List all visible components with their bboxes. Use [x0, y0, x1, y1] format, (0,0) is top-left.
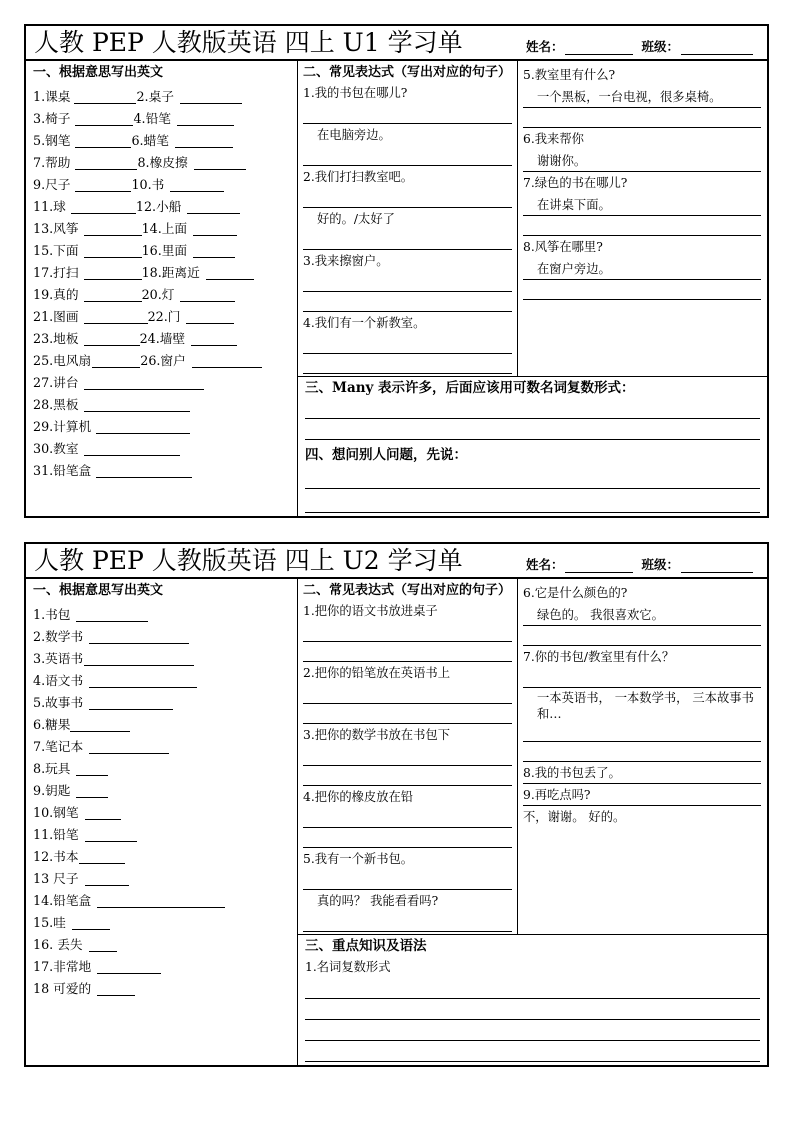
vocab-blank[interactable]	[76, 608, 148, 622]
vocab-blank[interactable]	[85, 828, 137, 842]
vocab-label: 28.黑板	[33, 397, 79, 412]
vocab-row	[33, 666, 293, 688]
vocab-label: 25.电风扇	[33, 353, 92, 368]
u1-section2	[298, 61, 518, 376]
u2-class-input[interactable]	[681, 560, 753, 573]
u1-name-input[interactable]	[565, 42, 633, 55]
expression-question: 5.教室里有什么?	[523, 68, 616, 82]
vocab-row	[33, 170, 293, 192]
expression-question: 3.把你的数学书放在书包下	[303, 728, 450, 742]
u2-student-fields	[526, 555, 761, 576]
expression-question: 1.我的书包在哪儿?	[303, 86, 408, 100]
vocab-label: 13.风筝	[33, 221, 79, 236]
vocab-label: 14.上面	[141, 221, 188, 236]
vocab-blank[interactable]	[70, 718, 130, 732]
u2-title-row	[26, 544, 767, 579]
answer-ruled-line[interactable]	[303, 870, 512, 890]
u2-section2-right	[518, 579, 767, 934]
vocab-label: 1.课桌	[33, 89, 71, 104]
vocab-row	[33, 302, 293, 324]
expression-question: 2.把你的铅笔放在英语书上	[303, 666, 450, 680]
vocab-row	[33, 798, 293, 820]
u2-section3	[298, 934, 767, 1065]
vocab-label: 17.非常地	[33, 959, 92, 974]
vocab-row	[33, 776, 293, 798]
vocab-blank[interactable]	[194, 156, 246, 170]
vocab-row	[33, 390, 293, 412]
u1-page-title: 人教 PEP 人教版英语 四上 U1 学习单	[34, 28, 463, 57]
vocab-label: 11.球	[33, 199, 66, 214]
vocab-blank[interactable]	[180, 288, 235, 302]
expression-question: 3.我来擦窗户。	[303, 254, 389, 268]
vocab-blank[interactable]	[84, 310, 148, 324]
answer-ruled-line[interactable]	[523, 742, 761, 762]
vocab-blank[interactable]	[84, 266, 142, 280]
answer-ruled-line[interactable]	[523, 216, 761, 236]
u1-section4-heading: 四、想问别人问题，先说：	[305, 447, 467, 463]
expression-answer: 绿色的。 我很喜欢它。	[523, 604, 761, 626]
expression-question: 8.我的书包丢了。	[523, 762, 761, 784]
vocab-blank[interactable]	[97, 982, 135, 996]
vocab-row	[33, 952, 293, 974]
answer-ruled-line[interactable]	[523, 280, 761, 300]
u2-section3-item1: 1.名词复数形式	[305, 960, 391, 974]
expression-question: 7.你的书包/教室里有什么？	[523, 650, 675, 664]
vocab-label: 13 尺子	[33, 871, 79, 886]
vocab-row	[33, 346, 293, 368]
vocab-label: 27.讲台	[33, 375, 79, 390]
vocab-blank[interactable]	[75, 178, 131, 192]
vocab-blank[interactable]	[79, 850, 125, 864]
vocab-label: 9.尺子	[33, 177, 71, 192]
vocab-blank[interactable]	[180, 90, 242, 104]
expression-question: 9.再吃点吗?	[523, 784, 761, 806]
answer-ruled-line[interactable]	[303, 622, 512, 642]
vocab-label: 24.墙壁	[139, 331, 186, 346]
answer-ruled-line[interactable]	[303, 354, 512, 374]
expression-answer: 在讲桌下面。	[523, 194, 761, 216]
expression-answer: 在电脑旁边。	[317, 128, 391, 142]
u1-columns	[26, 61, 767, 516]
vocab-blank[interactable]	[206, 266, 254, 280]
vocab-label: 5.钢笔	[33, 133, 71, 148]
u2-section2-heading: 二、常见表达式（写出对应的句子）	[303, 583, 512, 598]
answer-ruled-line[interactable]	[523, 668, 761, 688]
vocab-blank[interactable]	[97, 894, 225, 908]
answer-ruled-line[interactable]	[303, 912, 512, 932]
u1-section1	[26, 61, 298, 516]
answer-ruled-line[interactable]	[523, 722, 761, 742]
vocab-row	[33, 732, 293, 754]
vocab-blank[interactable]	[84, 376, 204, 390]
vocab-blank[interactable]	[187, 200, 240, 214]
vocab-blank[interactable]	[84, 652, 194, 666]
answer-ruled-line[interactable]	[303, 272, 512, 292]
vocab-label: 10.书	[131, 177, 165, 192]
vocab-blank[interactable]	[193, 244, 235, 258]
vocab-label: 30.教室	[33, 441, 79, 456]
vocab-label: 12.小船	[135, 199, 182, 214]
expression-answer: 好的。/太好了	[317, 212, 395, 226]
vocab-label: 4.语文书	[33, 673, 84, 688]
vocab-row	[33, 710, 293, 732]
vocab-row	[33, 622, 293, 644]
vocab-label: 8.玩具	[33, 761, 71, 776]
vocab-row	[33, 82, 293, 104]
vocab-blank[interactable]	[75, 112, 133, 126]
vocab-row	[33, 104, 293, 126]
vocab-blank[interactable]	[177, 112, 234, 126]
u2-name-input[interactable]	[565, 560, 633, 573]
u2-class-label: 班级：	[641, 557, 679, 572]
vocab-row	[33, 280, 293, 302]
expression-answer: 不，谢谢。 好的。	[523, 810, 626, 824]
u2-section3-heading: 三、重点知识及语法	[305, 938, 427, 954]
vocab-blank[interactable]	[89, 630, 189, 644]
answer-ruled-line[interactable]	[305, 999, 760, 1020]
u1-class-input[interactable]	[681, 42, 753, 55]
expression-answer: 真的吗？ 我能看看吗?	[317, 894, 439, 908]
vocab-label: 15.哇	[33, 915, 66, 930]
vocab-blank[interactable]	[75, 134, 131, 148]
vocab-label: 10.钢笔	[33, 805, 79, 820]
vocab-label: 6.蜡笔	[131, 133, 169, 148]
vocab-row	[33, 600, 293, 622]
expression-answer: 一本英语书， 一本数学书， 三本故事书 和…	[537, 691, 754, 721]
expression-question: 8.风筝在哪里?	[523, 240, 603, 254]
answer-ruled-line[interactable]	[305, 465, 760, 489]
vocab-blank[interactable]	[76, 762, 108, 776]
expression-answer: 一个黑板，一台电视，很多桌椅。	[523, 86, 761, 108]
answer-ruled-line[interactable]	[303, 104, 512, 124]
vocab-label: 16. 丢失	[33, 937, 83, 952]
vocab-row	[33, 864, 293, 886]
vocab-row	[33, 236, 293, 258]
vocab-label: 7.笔记本	[33, 739, 84, 754]
u1-section1-heading: 一、根据意思写出英文	[33, 65, 164, 80]
vocab-blank[interactable]	[84, 244, 142, 258]
answer-ruled-line[interactable]	[305, 1020, 760, 1041]
vocab-row	[33, 192, 293, 214]
vocab-row	[33, 126, 293, 148]
u2-name-label: 姓名：	[525, 557, 564, 572]
vocab-row	[33, 644, 293, 666]
vocab-label: 3.英语书	[33, 651, 84, 666]
vocab-label: 11.铅笔	[33, 827, 79, 842]
u1-upper	[298, 61, 767, 376]
answer-ruled-line[interactable]	[303, 808, 512, 828]
vocab-blank[interactable]	[89, 938, 117, 952]
vocab-label: 3.椅子	[33, 111, 71, 126]
vocab-row	[33, 842, 293, 864]
vocab-label: 12.书本	[33, 849, 79, 864]
u1-section3	[298, 376, 767, 516]
vocab-blank[interactable]	[97, 960, 161, 974]
vocab-blank[interactable]	[84, 222, 142, 236]
expression-question: 6.我来帮你	[523, 132, 584, 146]
vocab-label: 18.距离近	[141, 265, 200, 280]
answer-ruled-line[interactable]	[305, 419, 760, 440]
vocab-label: 1.书包	[33, 607, 71, 622]
answer-ruled-line[interactable]	[303, 704, 512, 724]
u1-right-side	[298, 61, 767, 516]
vocab-row	[33, 930, 293, 952]
vocab-blank[interactable]	[89, 696, 173, 710]
vocab-blank[interactable]	[89, 740, 169, 754]
vocab-label: 31.铅笔盒	[33, 463, 92, 478]
vocab-row	[33, 820, 293, 842]
vocab-label: 29.计算机	[33, 419, 92, 434]
vocab-label: 16.里面	[141, 243, 188, 258]
worksheet-u2	[24, 542, 769, 1067]
answer-ruled-line[interactable]	[305, 489, 760, 513]
worksheet-u1	[24, 24, 769, 518]
u2-page-title: 人教 PEP 人教版英语 四上 U2 学习单	[34, 546, 463, 575]
expression-question: 1.把你的语文书放进桌子	[303, 604, 438, 618]
vocab-label: 9.钥匙	[33, 783, 71, 798]
vocab-label: 2.桌子	[136, 89, 174, 104]
vocab-row	[33, 434, 293, 456]
vocab-label: 19.真的	[33, 287, 79, 302]
vocab-blank[interactable]	[76, 784, 108, 798]
vocab-row	[33, 148, 293, 170]
answer-ruled-line[interactable]	[303, 230, 512, 250]
vocab-blank[interactable]	[85, 806, 121, 820]
vocab-blank[interactable]	[192, 354, 262, 368]
vocab-blank[interactable]	[71, 200, 136, 214]
vocab-label: 8.橡皮擦	[137, 155, 188, 170]
expression-answer: 在窗户旁边。	[523, 258, 761, 280]
vocab-label: 23.地板	[33, 331, 79, 346]
vocab-blank[interactable]	[191, 332, 237, 346]
expression-question: 4.把你的橡皮放在铅	[303, 790, 414, 804]
vocab-blank[interactable]	[96, 464, 192, 478]
u1-title-row	[26, 26, 767, 61]
vocab-blank[interactable]	[72, 916, 110, 930]
vocab-label: 17.打扫	[33, 265, 79, 280]
u1-student-fields	[526, 37, 761, 58]
answer-ruled-line[interactable]	[523, 300, 761, 320]
answer-ruled-line[interactable]	[303, 292, 512, 312]
u1-class-label: 班级：	[641, 39, 679, 54]
expression-question: 6.它是什么颜色的?	[523, 586, 628, 600]
answer-ruled-line[interactable]	[305, 1041, 760, 1062]
answer-ruled-line[interactable]	[523, 108, 761, 128]
vocab-row	[33, 886, 293, 908]
vocab-blank[interactable]	[84, 442, 180, 456]
vocab-blank[interactable]	[96, 420, 190, 434]
answer-ruled-line[interactable]	[303, 334, 512, 354]
vocab-label: 18 可爱的	[33, 981, 92, 996]
vocab-blank[interactable]	[85, 872, 129, 886]
vocab-row	[33, 258, 293, 280]
answer-ruled-line[interactable]	[303, 684, 512, 704]
u2-columns	[26, 579, 767, 1065]
vocab-row	[33, 412, 293, 434]
vocab-label: 20.灯	[141, 287, 175, 302]
vocab-label: 21.图画	[33, 309, 79, 324]
vocab-blank[interactable]	[75, 156, 137, 170]
expression-question: 5.我有一个新书包。	[303, 852, 414, 866]
vocab-row	[33, 908, 293, 930]
answer-ruled-line[interactable]	[303, 642, 512, 662]
answer-ruled-line[interactable]	[523, 626, 761, 646]
vocab-row	[33, 974, 293, 996]
vocab-row	[33, 368, 293, 390]
expression-question: 2.我们打扫教室吧。	[303, 170, 414, 184]
answer-ruled-line[interactable]	[303, 766, 512, 786]
vocab-blank[interactable]	[84, 332, 140, 346]
vocab-label: 5.故事书	[33, 695, 84, 710]
vocab-label: 26.窗户	[140, 353, 186, 368]
u2-right-side	[298, 579, 767, 1065]
u2-section2	[298, 579, 518, 934]
u2-section1	[26, 579, 298, 1065]
answer-ruled-line[interactable]	[305, 978, 760, 999]
vocab-blank[interactable]	[175, 134, 233, 148]
answer-ruled-line[interactable]	[305, 398, 760, 419]
vocab-blank[interactable]	[84, 398, 190, 412]
answer-ruled-line[interactable]	[523, 828, 761, 848]
vocab-label: 2.数学书	[33, 629, 84, 644]
vocab-blank[interactable]	[74, 90, 136, 104]
vocab-row	[33, 214, 293, 236]
answer-ruled-line[interactable]	[303, 828, 512, 848]
u2-section1-heading: 一、根据意思写出英文	[33, 583, 164, 598]
answer-ruled-line[interactable]	[303, 746, 512, 766]
vocab-blank[interactable]	[186, 310, 234, 324]
expression-question: 4.我们有一个新教室。	[303, 316, 426, 330]
vocab-label: 6.糖果	[33, 717, 71, 732]
u2-upper	[298, 579, 767, 934]
answer-ruled-line[interactable]	[303, 146, 512, 166]
vocab-label: 7.帮助	[33, 155, 71, 170]
vocab-row	[33, 688, 293, 710]
u1-section2-heading: 二、常见表达式（写出对应的句子）	[303, 65, 512, 80]
vocab-blank[interactable]	[92, 354, 140, 368]
answer-ruled-line[interactable]	[303, 188, 512, 208]
vocab-label: 15.下面	[33, 243, 79, 258]
vocab-blank[interactable]	[193, 222, 237, 236]
expression-question: 7.绿色的书在哪儿?	[523, 176, 628, 190]
vocab-blank[interactable]	[89, 674, 197, 688]
vocab-label: 22.门	[147, 309, 181, 324]
u1-name-label: 姓名：	[525, 39, 564, 54]
vocab-row	[33, 754, 293, 776]
u1-section3-heading: 三、Many 表示许多，后面应该用可数名词复数形式：	[305, 380, 635, 396]
vocab-label: 4.铅笔	[133, 111, 171, 126]
vocab-blank[interactable]	[170, 178, 224, 192]
vocab-row	[33, 456, 293, 478]
vocab-blank[interactable]	[84, 288, 142, 302]
u1-section2-right	[518, 61, 767, 376]
vocab-row	[33, 324, 293, 346]
expression-answer: 谢谢你。	[523, 150, 761, 172]
vocab-label: 14.铅笔盒	[33, 893, 92, 908]
